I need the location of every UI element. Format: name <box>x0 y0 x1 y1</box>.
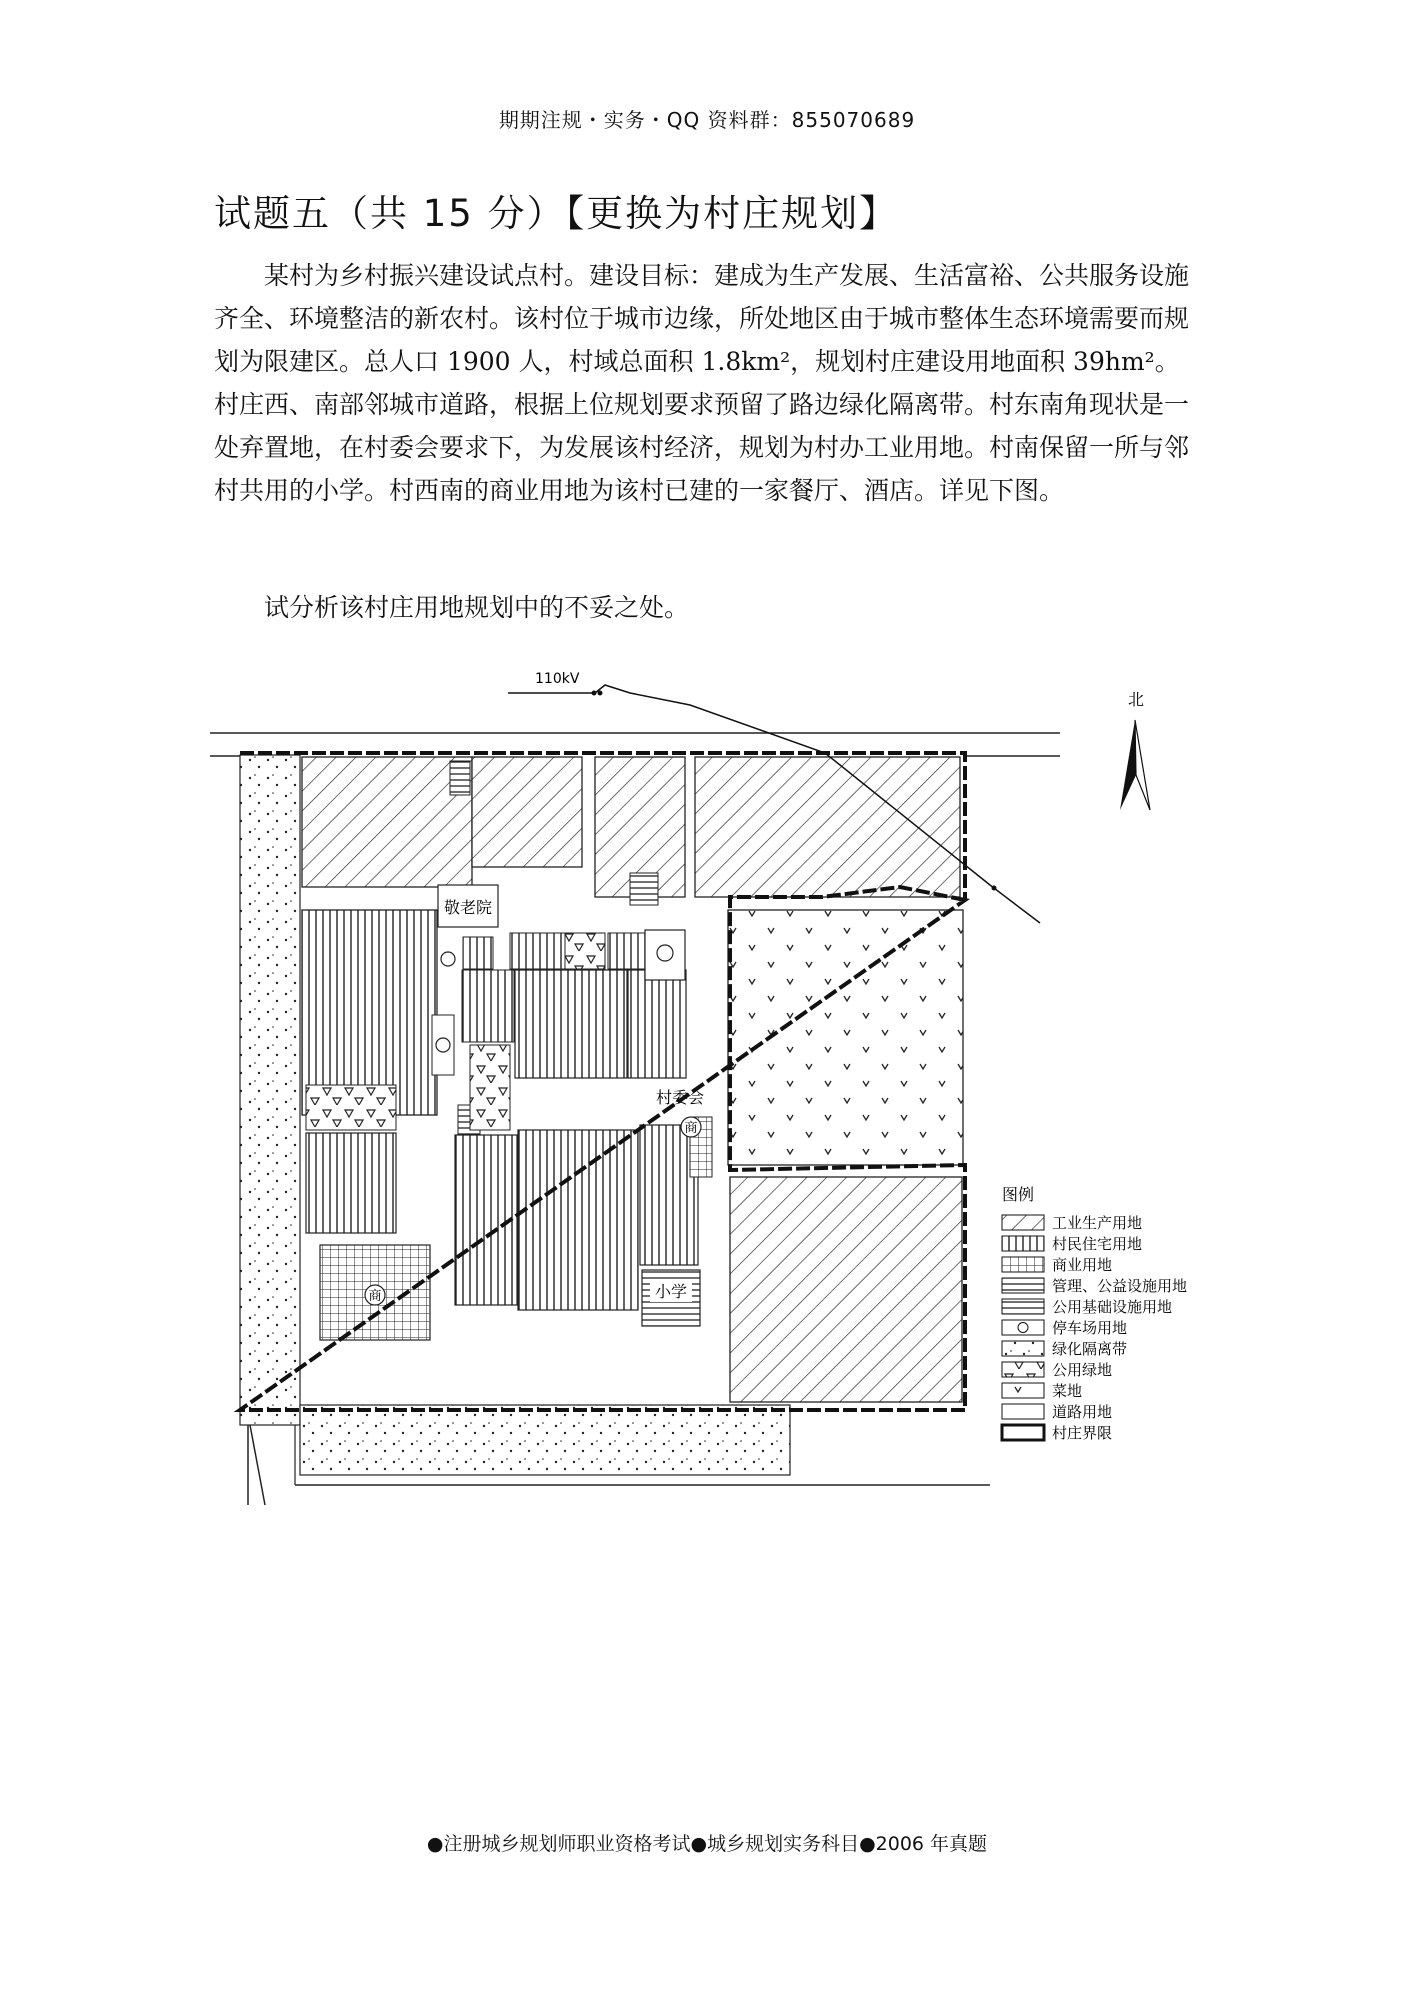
commerce-label-west: 商 <box>368 1289 382 1304</box>
legend-label-residential: 村民住宅用地 <box>1052 1235 1143 1253</box>
north-arrow <box>1120 720 1150 810</box>
question-prompt: 试分析该村庄用地规划中的不妥之处。 <box>264 593 690 622</box>
power-line-label: 110kV <box>535 671 580 687</box>
legend-swatch-vegetable <box>1002 1383 1044 1398</box>
village-committee-label: 村委会 <box>655 1088 705 1107</box>
legend-label-vegetable: 菜地 <box>1052 1382 1083 1400</box>
industrial-land-southeast <box>730 1177 962 1402</box>
question-paragraph: 某村为乡村振兴建设试点村。建设目标：建成为生产发展、生活富裕、公共服务设施齐全、环境整洁的新农村。该村位于城市边缘，所处地区由于城市整体生态环境需要而规划为限建区。总人口 1900 人，村域总面积 1.8km²，规划村庄建设用地面积 39hm²。村庄西、南部邻城市道路，根据上位规划要求预留了路边绿化隔离带。村东南角现状是一处弃置地，在村委会要求下，为发展该村经济，规划为村办工业用地。村南保留一所与邻村共用的小学。村西南的商业用地为该村已建的一家餐厅、酒店。详见下图。 <box>214 261 1190 505</box>
legend-label-industrial: 工业生产用地 <box>1052 1214 1143 1232</box>
legend-label-commercial: 商业用地 <box>1052 1256 1113 1274</box>
legend-label-parking: 停车场用地 <box>1052 1319 1128 1337</box>
north-label: 北 <box>1128 690 1145 709</box>
page-header: 期期注规・实务・QQ 资料群：855070689 <box>498 108 916 132</box>
legend-label-buffer: 绿化隔离带 <box>1052 1340 1128 1358</box>
legend-swatch-green <box>1002 1362 1044 1377</box>
page-footer: ●注册城乡规划师职业资格考试●城乡规划实务科目●2006 年真题 <box>426 1833 988 1855</box>
legend-swatch-buffer <box>1002 1341 1044 1356</box>
elderly-home-label: 敬老院 <box>443 898 493 917</box>
legend-swatch-commercial <box>1002 1257 1044 1272</box>
village-land-use-map <box>210 665 1210 1510</box>
legend <box>1002 1185 1187 1442</box>
legend-swatch-road <box>1002 1404 1044 1419</box>
legend-label-boundary: 村庄界限 <box>1052 1424 1113 1442</box>
school-label: 小学 <box>654 1282 688 1301</box>
legend-label-green: 公用绿地 <box>1052 1361 1113 1379</box>
commerce-label-east: 商 <box>684 1121 698 1136</box>
legend-swatch-utility <box>1002 1299 1044 1314</box>
question-title: 试题五（共 15 分）【更换为村庄规划】 <box>214 192 899 235</box>
legend-swatch-industrial <box>1002 1215 1044 1230</box>
legend-swatch-residential <box>1002 1236 1044 1251</box>
vegetable-land <box>728 910 963 1165</box>
legend-swatch-boundary <box>1002 1425 1044 1440</box>
legend-label-public: 管理、公益设施用地 <box>1052 1277 1188 1295</box>
legend-swatch-public <box>1002 1278 1044 1293</box>
legend-label-road: 道路用地 <box>1052 1403 1113 1421</box>
legend-label-utility: 公用基础设施用地 <box>1052 1298 1173 1316</box>
legend-title: 图例 <box>1002 1185 1035 1204</box>
